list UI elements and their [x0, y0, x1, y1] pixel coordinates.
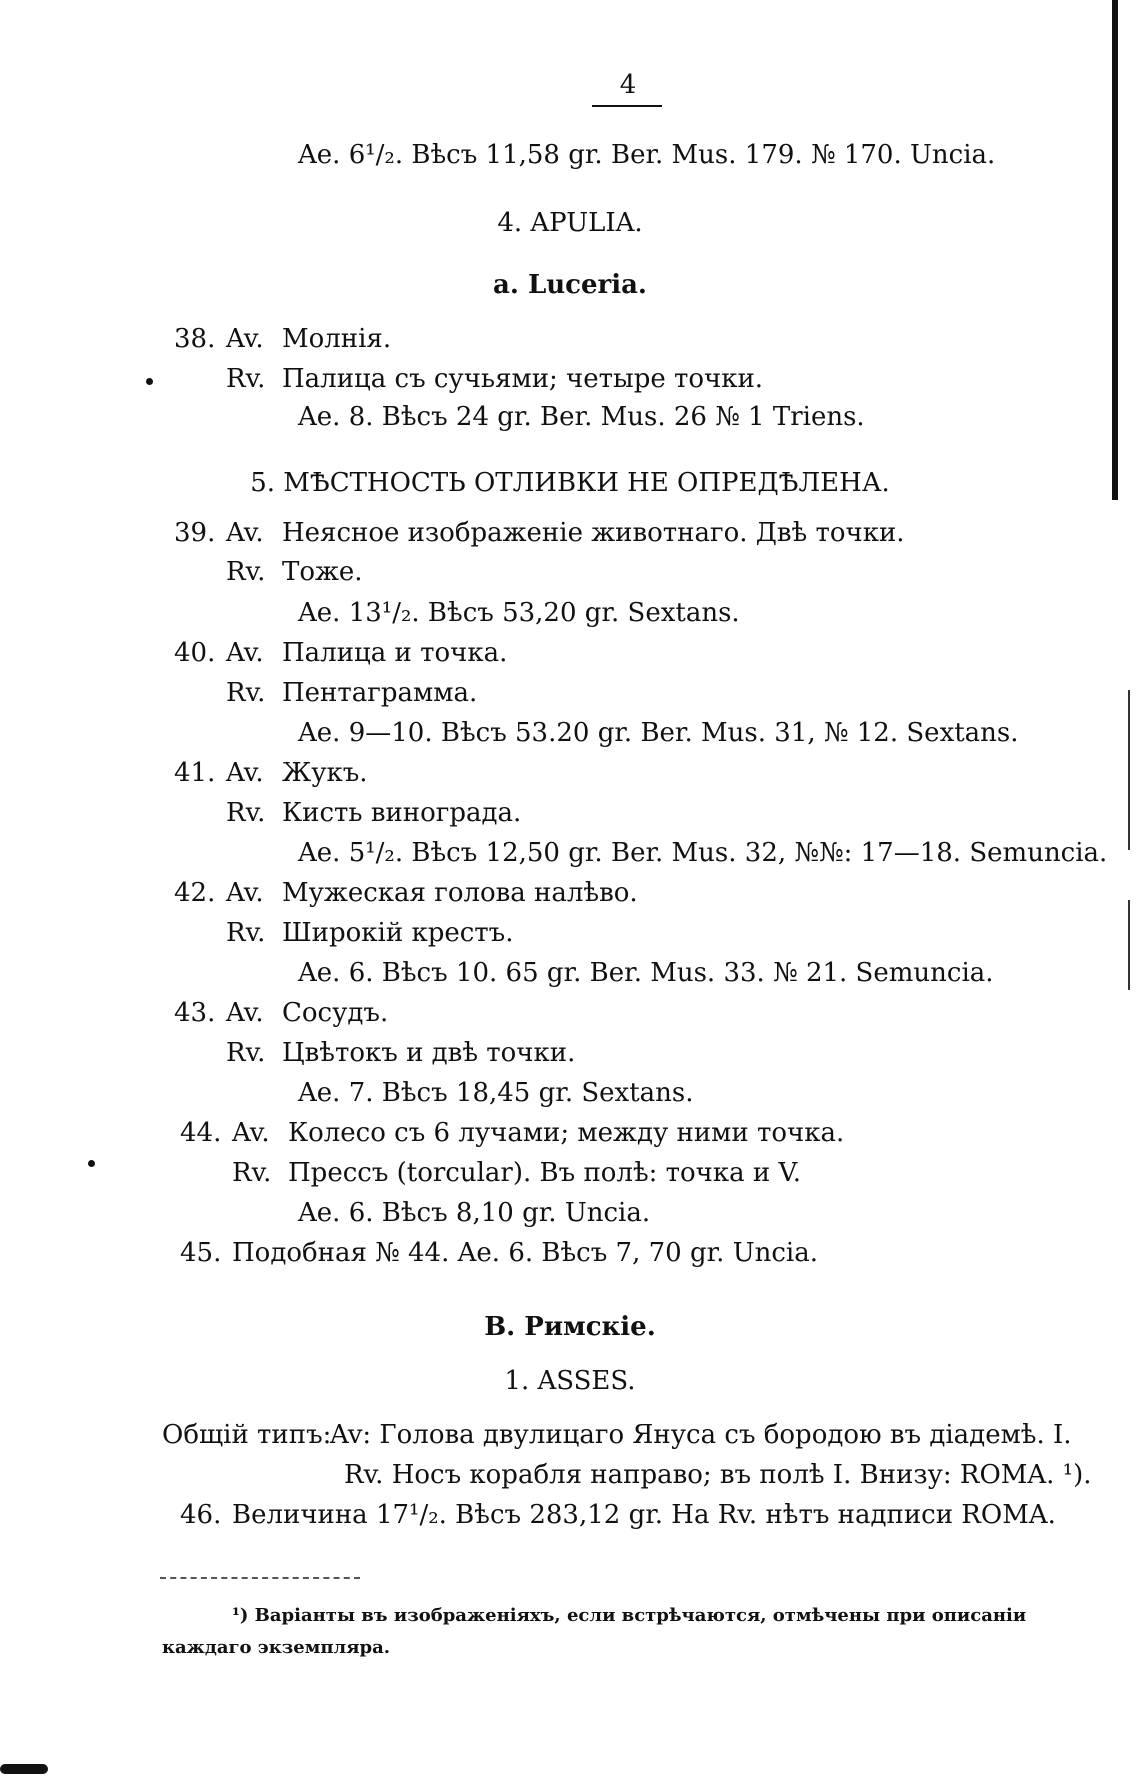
entry-number: 45.	[180, 1238, 222, 1268]
rv-label: Rv.	[226, 364, 266, 394]
entry-43-ae: Ae. 7. Вѣсъ 18,45 gr. Sextans.	[298, 1078, 694, 1108]
entry-41-rv	[226, 796, 521, 830]
rv-label: Rv.	[232, 1158, 272, 1188]
entry-38-ae: Ae. 8. Вѣсъ 24 gr. Ber. Mus. 26 № 1 Triens.	[298, 402, 865, 432]
margin-mark	[1128, 690, 1130, 850]
entry-42-rv	[226, 916, 514, 950]
entry-45	[180, 1236, 818, 1270]
entry-39-ae: Ae. 13¹/₂. Вѣсъ 53,20 gr. Sextans.	[298, 598, 740, 628]
common-type-label: Общій типъ:	[162, 1420, 332, 1450]
continued-entry-line: Ae. 6¹/₂. Вѣсъ 11,58 gr. Ber. Mus. 179. № 170. Uncia.	[298, 140, 996, 170]
entry-number: 43.	[174, 998, 216, 1028]
entry-42-ae: Ae. 6. Вѣсъ 10. 65 gr. Ber. Mus. 33. № 21. Semuncia.	[298, 958, 994, 988]
entry-44-ae: Ae. 6. Вѣсъ 8,10 gr. Uncia.	[298, 1198, 651, 1228]
av-text: Мужеская голова налѣво.	[282, 878, 638, 908]
entry-41-ae: Ae. 5¹/₂. Вѣсъ 12,50 gr. Ber. Mus. 32, №№: 17—18. Semuncia.	[298, 838, 1108, 868]
av-text: Палица и точка.	[282, 638, 508, 668]
av-label: Av.	[226, 878, 264, 908]
page-number: 4	[619, 70, 637, 100]
av-text: Жукъ.	[282, 758, 368, 788]
rv-text: Широкій крестъ.	[282, 918, 514, 948]
entry-46	[180, 1498, 1056, 1532]
rv-label: Rv.	[226, 1038, 266, 1068]
entry-number: 40.	[174, 638, 216, 668]
footnote-separator	[160, 1577, 360, 1579]
entry-43-rv	[226, 1036, 575, 1070]
av-label: Av.	[226, 518, 264, 548]
rv-label: Rv.	[226, 798, 266, 828]
section-heading-asses: 1. ASSES.	[504, 1366, 636, 1396]
av-text: Неясное изображеніе животнаго. Двѣ точки.	[282, 518, 905, 548]
section-heading-undetermined: 5. МѢСТНОСТЬ ОТЛИВКИ НЕ ОПРЕДѢЛЕНА.	[250, 468, 890, 498]
common-type-rv: Rv. Носъ корабля направо; въ полѣ I. Внизу: ROMA. ¹).	[344, 1460, 1092, 1490]
av-label: Av.	[226, 998, 264, 1028]
common-type-av-text: Av: Голова двулицаго Януса съ бородою въ діадемѣ. I.	[330, 1420, 1072, 1450]
page-edge-rule	[1112, 0, 1118, 500]
av-text: Сосудъ.	[282, 998, 389, 1028]
entry-number: 46.	[180, 1500, 222, 1530]
av-label: Av.	[226, 324, 264, 354]
entry-43-av	[174, 996, 388, 1030]
av-label: Av.	[226, 758, 264, 788]
entry-40-av	[174, 636, 507, 670]
av-label: Av.	[232, 1118, 270, 1148]
stray-dot	[146, 378, 153, 385]
entry-number: 42.	[174, 878, 216, 908]
scan-edge-mark	[0, 1764, 48, 1774]
margin-mark	[1128, 900, 1130, 990]
entry-42-av	[174, 876, 638, 910]
rv-label: Rv.	[226, 557, 266, 587]
section-heading-apulia: 4. APULIA.	[497, 208, 643, 238]
rv-text: Прессъ (torcular). Въ полѣ: точка и V.	[288, 1158, 801, 1188]
entry-39-rv	[226, 555, 363, 589]
entry-39-av	[174, 516, 905, 550]
entry-40-ae: Ae. 9—10. Вѣсъ 53.20 gr. Ber. Mus. 31, № 12. Sextans.	[298, 718, 1019, 748]
entry-38-av	[174, 322, 391, 356]
entry-number: 41.	[174, 758, 216, 788]
subheading-roman: B. Римскіе.	[484, 1312, 656, 1342]
rv-text: Пентаграмма.	[282, 678, 478, 708]
av-text: Колесо съ 6 лучами; между ними точка.	[288, 1118, 845, 1148]
common-type-av	[162, 1418, 1072, 1452]
page-number-rule	[592, 105, 662, 107]
rv-text: Цвѣтокъ и двѣ точки.	[282, 1038, 576, 1068]
entry-46-text: Величина 17¹/₂. Вѣсъ 283,12 gr. На Rv. нѣтъ надписи ROMA.	[232, 1500, 1056, 1530]
entry-number: 39.	[174, 518, 216, 548]
rv-text: Тоже.	[282, 557, 363, 587]
entry-41-av	[174, 756, 368, 790]
rv-label: Rv.	[226, 678, 266, 708]
rv-text: Палица съ сучьями; четыре точки.	[282, 364, 764, 394]
subheading-luceria: a. Luceria.	[493, 270, 647, 300]
footnote-line-1: ¹) Варіанты въ изображеніяхъ, если встрѣчаются, отмѣчены при описаніи	[232, 1605, 1027, 1626]
av-label: Av.	[226, 638, 264, 668]
entry-38-rv	[226, 362, 763, 396]
rv-text: Кисть винограда.	[282, 798, 522, 828]
av-text: Молнія.	[282, 324, 392, 354]
entry-44-av	[180, 1116, 844, 1150]
entry-number: 44.	[180, 1118, 222, 1148]
entry-number: 38.	[174, 324, 216, 354]
stray-dot	[88, 1160, 95, 1167]
entry-44-rv	[232, 1156, 801, 1190]
rv-label: Rv.	[226, 918, 266, 948]
footnote-line-2: каждаго экземпляра.	[162, 1637, 391, 1658]
entry-45-text: Подобная № 44. Ae. 6. Вѣсъ 7, 70 gr. Uncia.	[232, 1238, 819, 1268]
entry-40-rv	[226, 676, 477, 710]
